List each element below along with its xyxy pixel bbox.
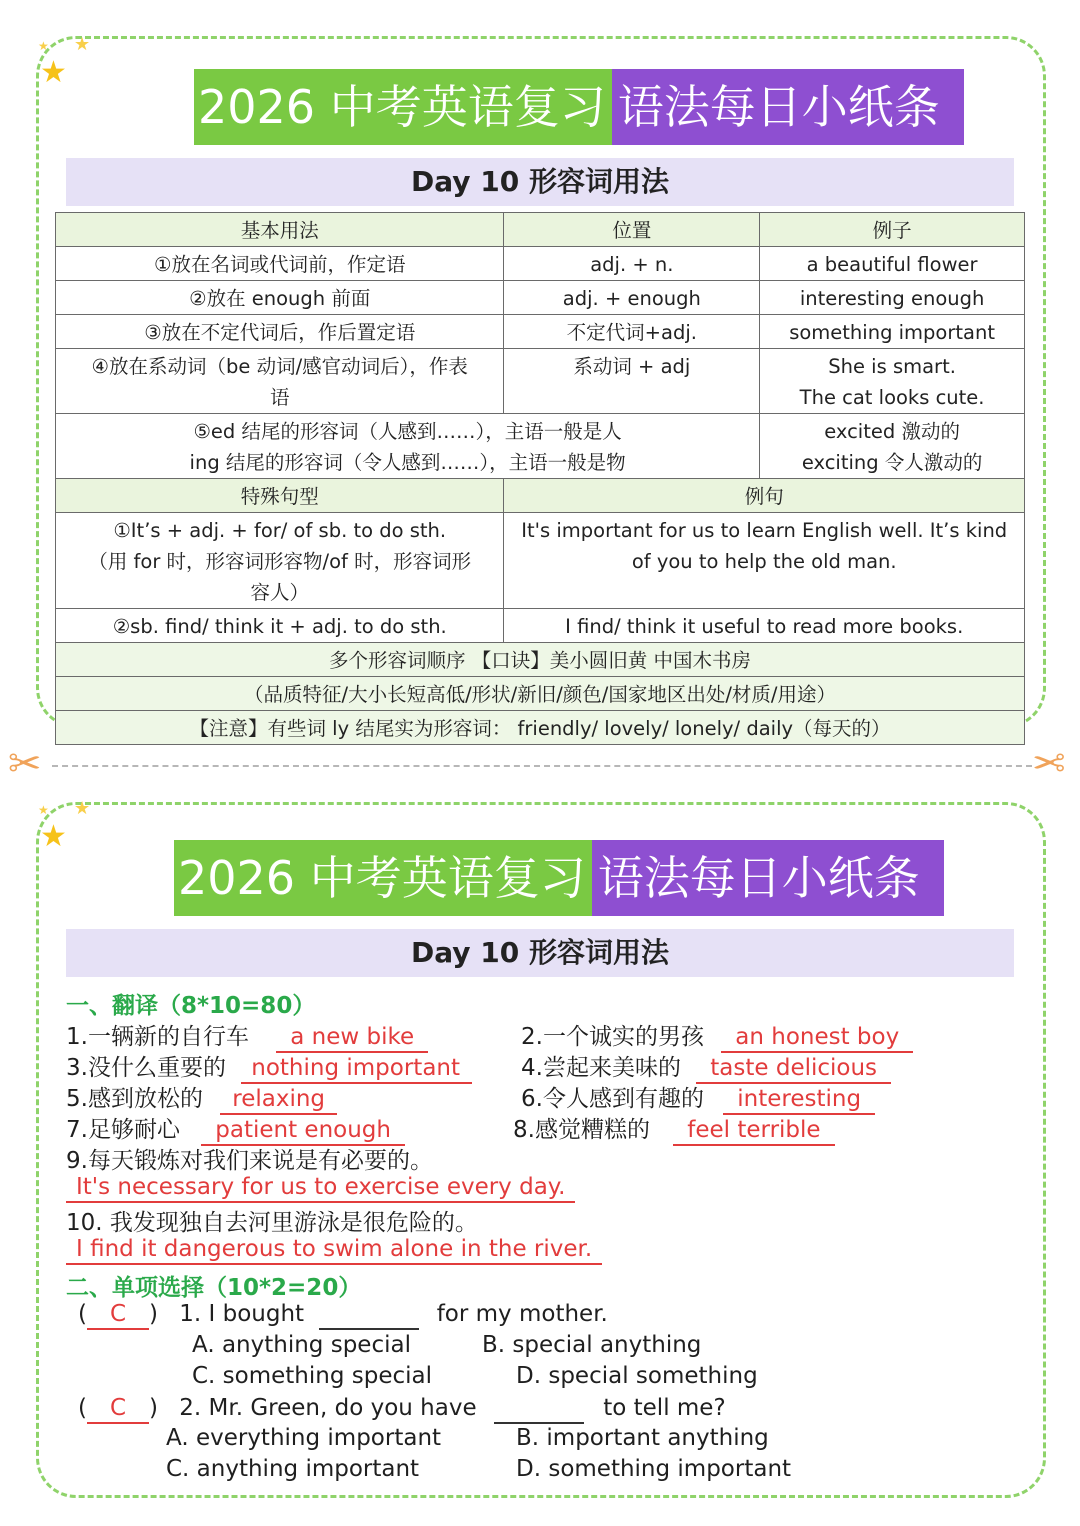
question-text: 2.一个诚实的男孩 (521, 1024, 704, 1050)
star-icon: ★ (38, 803, 49, 817)
pattern-cell: ②sb. find/ think it + adj. to do sth. (56, 609, 504, 643)
choice-question (78, 1300, 608, 1330)
banner-left: 2026 中考英语复习 (174, 840, 592, 916)
blank-line (319, 1306, 419, 1330)
usage-cell: ②放在 enough 前面 (56, 281, 504, 315)
question (521, 1080, 875, 1115)
question-text: 8.感觉糟糕的 (513, 1117, 650, 1143)
question (66, 1111, 405, 1146)
scissors-icon: ✂ (8, 741, 42, 787)
table-row (56, 349, 1025, 414)
example-cell: something important (760, 315, 1025, 349)
option-d: D. special something (516, 1363, 758, 1389)
choice-answer: C (87, 1394, 149, 1424)
star-icon: ★ (38, 39, 49, 53)
answer-text: interesting (723, 1085, 875, 1115)
answer-text: taste delicious (696, 1054, 891, 1084)
choice-question (78, 1394, 726, 1424)
answer-line (66, 1173, 575, 1203)
blank-line (494, 1400, 584, 1424)
header-pattern: 特殊句型 (56, 479, 504, 513)
choice-stem: 2. Mr. Green, do you have (179, 1395, 477, 1421)
choice-stem-end: to tell me? (603, 1395, 726, 1421)
question-text: 3.没什么重要的 (66, 1055, 226, 1081)
section-choice: 二、单项选择（10*2=20） (66, 1275, 362, 1301)
option-c: C. anything important (166, 1456, 420, 1482)
answer-text: an honest boy (721, 1023, 913, 1053)
answer-text: It's necessary for us to exercise every day. (66, 1173, 575, 1203)
position-cell: 不定代词+adj. (504, 315, 760, 349)
option-b: B. special anything (482, 1332, 702, 1358)
question-text: 7.足够耐心 (66, 1117, 180, 1143)
note-text: 【注意】有些词 ly 结尾实为形容词： friendly/ lovely/ lonely/ daily（每天的） (56, 711, 1025, 745)
scissors-icon: ✂ (1032, 741, 1066, 787)
position-cell: adj. + n. (504, 247, 760, 281)
example-cell: a beautiful flower (760, 247, 1025, 281)
order-row (56, 643, 1025, 677)
choice-stem: 1. I bought (179, 1301, 305, 1327)
day-title: Day 10 形容词用法 (66, 158, 1014, 206)
order-detail-row (56, 677, 1025, 711)
question-text: 1.一辆新的自行车 (66, 1024, 249, 1050)
position-cell: 系动词 + adj (504, 349, 760, 414)
header-usage: 基本用法 (56, 213, 504, 247)
paren-close: ) (148, 1395, 158, 1421)
table-row (56, 414, 1025, 479)
question-text: 6.令人感到有趣的 (521, 1086, 704, 1112)
table-row (56, 315, 1025, 349)
banner-left: 2026 中考英语复习 (194, 69, 612, 145)
header-position: 位置 (504, 213, 760, 247)
cut-line (52, 765, 1032, 767)
table-row (56, 281, 1025, 315)
question (66, 1018, 428, 1053)
option-c: C. something special (192, 1363, 433, 1389)
sentence-cell: It's important for us to learn English well. It’s kind of you to help the old man. (504, 513, 1025, 609)
question-text: 4.尝起来美味的 (521, 1055, 681, 1081)
section-translation: 一、翻译（8*10=80） (66, 993, 316, 1019)
choice-answer: C (87, 1300, 149, 1330)
question-text: 9.每天锻炼对我们来说是有必要的。 (66, 1148, 433, 1174)
table-row (56, 609, 1025, 643)
answer-text: a new bike (276, 1023, 428, 1053)
answer-line (66, 1235, 602, 1265)
question (521, 1049, 891, 1084)
question (521, 1018, 913, 1053)
paren-open: ( (78, 1395, 87, 1421)
day-title: Day 10 形容词用法 (66, 929, 1014, 977)
question-text: 10. 我发现独自去河里游泳是很危险的。 (66, 1210, 478, 1236)
sentence-cell: I find/ think it useful to read more books. (504, 609, 1025, 643)
answer-text: feel terrible (673, 1116, 834, 1146)
table-header-row (56, 213, 1025, 247)
position-cell: adj. + enough (504, 281, 760, 315)
answer-text: nothing important (241, 1054, 472, 1084)
example-cell: She is smart. The cat looks cute. (760, 349, 1025, 414)
option-d: D. something important (516, 1456, 792, 1482)
choice-stem-end: for my mother. (436, 1301, 608, 1327)
star-icon: ★ (40, 55, 67, 90)
star-icon: ★ (74, 798, 91, 819)
grammar-table (55, 212, 1025, 745)
order-detail: （品质特征/大小长短高低/形状/新旧/颜色/国家地区出处/材质/用途） (56, 677, 1025, 711)
note-row (56, 711, 1025, 745)
star-icon: ★ (74, 34, 91, 55)
option-a: A. anything special (192, 1332, 411, 1358)
table-row (56, 247, 1025, 281)
header-sentence: 例句 (504, 479, 1025, 513)
header-example: 例子 (760, 213, 1025, 247)
question (66, 1142, 433, 1175)
paren-open: ( (78, 1301, 87, 1327)
question (66, 1049, 472, 1084)
paren-close: ) (148, 1301, 158, 1327)
usage-cell: ③放在不定代词后，作后置定语 (56, 315, 504, 349)
table-row (56, 513, 1025, 609)
title-banner (194, 69, 964, 145)
option-b: B. important anything (516, 1425, 769, 1451)
ed-ing-example: excited 激动的 exciting 令人激动的 (760, 414, 1025, 479)
ed-ing-rule: ⑤ed 结尾的形容词（人感到……），主语一般是人 ing 结尾的形容词（令人感到……），主语一般是物 (56, 414, 760, 479)
question (513, 1111, 835, 1146)
answer-text: patient enough (201, 1116, 405, 1146)
answer-text: I find it dangerous to swim alone in the river. (66, 1235, 602, 1265)
title-banner (174, 840, 944, 916)
question (66, 1204, 478, 1237)
option-a: A. everything important (166, 1425, 442, 1451)
usage-cell: ①放在名词或代词前，作定语 (56, 247, 504, 281)
banner-right: 语法每日小纸条 (592, 840, 944, 916)
usage-cell: ④放在系动词（be 动词/感官动词后），作表 语 (56, 349, 504, 414)
question (66, 1080, 337, 1115)
star-icon: ★ (40, 819, 67, 854)
order-mnemonic: 多个形容词顺序 【口诀】美小圆旧黄 中国木书房 (56, 643, 1025, 677)
banner-right: 语法每日小纸条 (612, 69, 964, 145)
example-cell: interesting enough (760, 281, 1025, 315)
special-header-row (56, 479, 1025, 513)
pattern-cell: ①It’s + adj. + for/ of sb. to do sth. （用 for 时，形容词形容物/of 时，形容词形 容人） (56, 513, 504, 609)
answer-text: relaxing (220, 1085, 337, 1115)
question-text: 5.感到放松的 (66, 1086, 203, 1112)
